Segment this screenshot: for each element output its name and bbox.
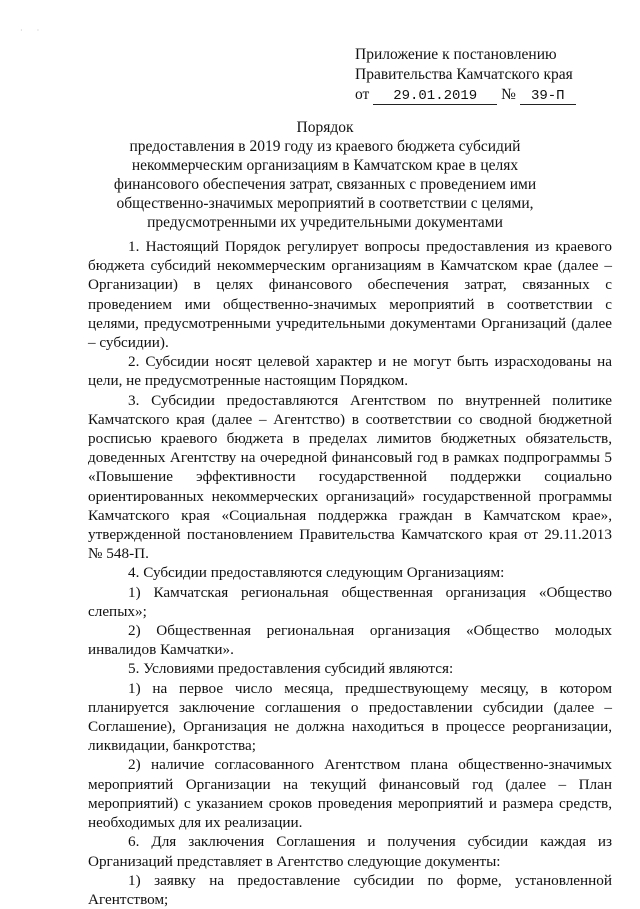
document-title	[90, 118, 560, 232]
paragraph: 5. Условиями предоставления субсидий являются:	[128, 660, 454, 678]
paragraph: 1) заявку на предоставление субсидии по форме, установленной Агентством;	[88, 871, 612, 908]
paragraph: 1) Камчатская региональная общественная организация «Общество слепых»;	[88, 583, 612, 620]
paragraph: 2) наличие согласованного Агентством плана общественно-значимых мероприятий Организации на текущий финансовый год (далее – План мероприятий) с указанием сроков проведения мероприятий и размера средств, необходимых для их реализации.	[88, 756, 612, 832]
paragraph: 2) Общественная региональная организация «Общество молодых инвалидов Камчатки».	[88, 622, 612, 659]
number-sign: №	[501, 86, 516, 103]
header-line-1: Приложение к постановлению	[355, 46, 557, 63]
paragraph: 1. Настоящий Порядок регулирует вопросы предоставления из краевого бюджета субсидий некоммерческим организациям в Камчатском крае (далее – Организации) в целях финансового обеспечения затрат, связанных с проведением ими общественно-значимых мероприятий в соответствии с целями, предусмотренными учредительными документами Организаций (далее – субсидии).	[88, 238, 612, 352]
document-body	[88, 237, 612, 909]
paragraph: 6. Для заключения Соглашения и получения субсидии каждая из Организаций представляет в Агентство следующие документы:	[88, 833, 612, 870]
paragraph: 4. Субсидии предоставляются следующим Организациям:	[128, 564, 505, 582]
paragraph: 1) на первое число месяца, предшествующему месяцу, в котором планируется заключение соглашения о предоставлении субсидии (далее – Соглашение), Организация не должна находиться в процессе реорганизации, ликвидации, банкротства;	[88, 679, 612, 755]
header-ot: от	[355, 86, 370, 103]
scan-corner-mark: · ·	[20, 26, 46, 35]
appendix-header	[355, 45, 615, 105]
title-subheading: предоставления в 2019 году из краевого бюджета субсидий некоммерческим организациям в Камчатском крае в целях финансового обеспечения затрат, связанных с проведением ими общественно-значимых мероприятий в соответствии с целями, предусмотренными их учредительными документами	[113, 138, 537, 231]
paragraph: 2. Субсидии носят целевой характер и не могут быть израсходованы на цели, не предусмотренные настоящим Порядком.	[88, 353, 612, 390]
resolution-date: 29.01.2019	[373, 88, 497, 105]
paragraph: 3. Субсидии предоставляются Агентством по внутренней политике Камчатского края (далее – Агентство) в соответствии со сводной бюджетной росписью краевого бюджета в пределах лимитов бюджетных обязательств, доведенных Агентству на очередной финансовый год в рамках подпрограммы 5 «Повышение эффективности государственной поддержки социально ориентированных некоммерческих организаций» государственной программы Камчатского края «Социальная поддержка граждан в Камчатском крае», утвержденной постановлением Правительства Камчатского края от 29.11.2013 № 548-П.	[88, 391, 612, 563]
header-line-3	[355, 85, 615, 105]
header-line-2: Правительства Камчатского края	[355, 66, 573, 83]
title-heading: Порядок	[296, 119, 354, 136]
resolution-number: 39-П	[520, 88, 576, 105]
